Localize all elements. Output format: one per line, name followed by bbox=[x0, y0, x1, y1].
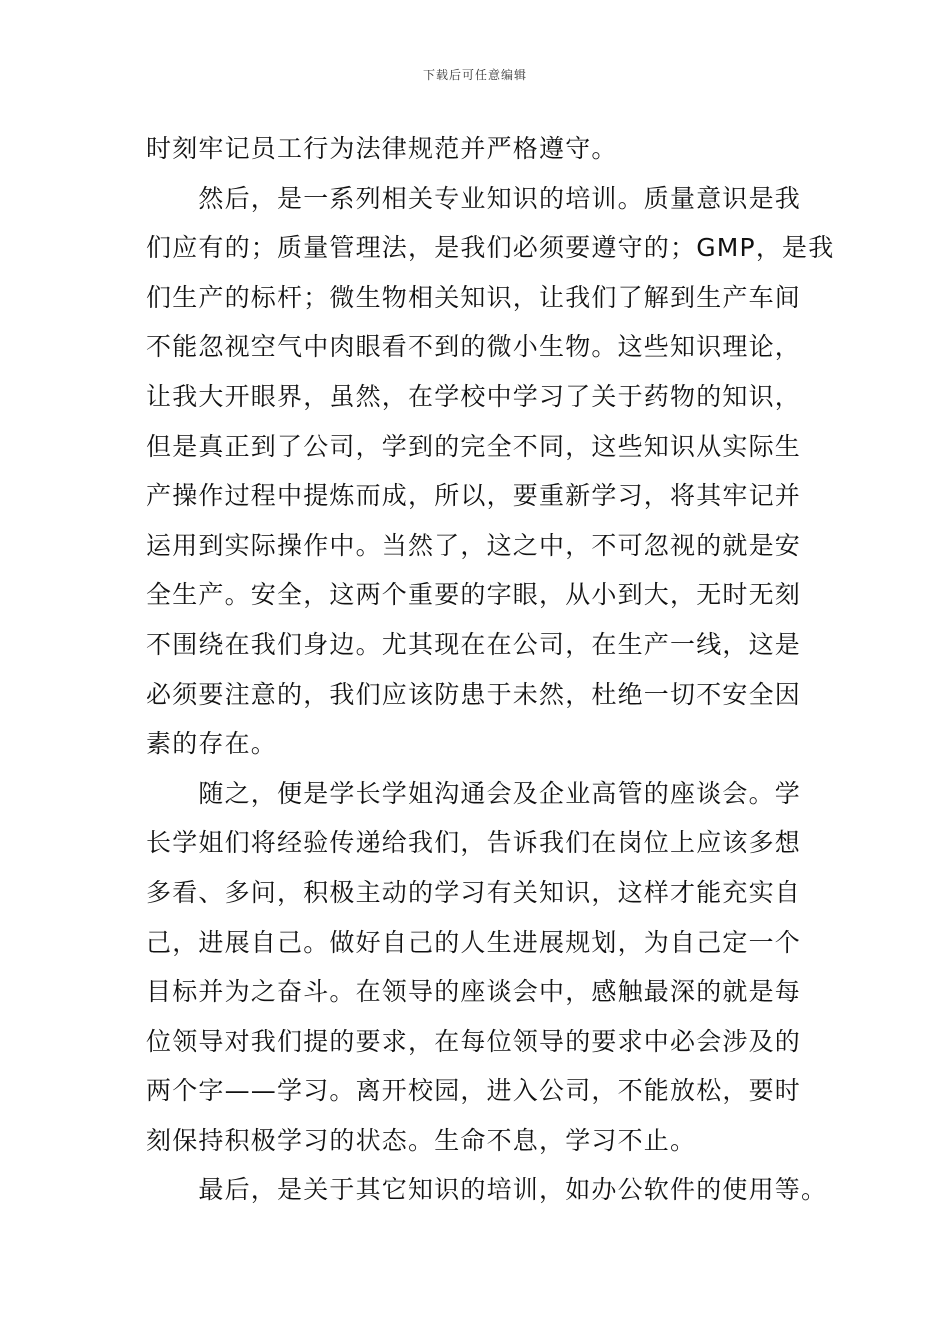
text-line: 位领导对我们提的要求，在每位领导的要求中必会涉及的 bbox=[146, 1026, 802, 1056]
text-line: 但是真正到了公司，学到的完全不同，这些知识从实际生 bbox=[146, 431, 802, 461]
text-line: 全生产。安全，这两个重要的字眼，从小到大，无时无刻 bbox=[146, 580, 802, 610]
text-line: 长学姐们将经验传递给我们，告诉我们在岗位上应该多想 bbox=[146, 828, 802, 858]
text-line: 刻保持积极学习的状态。生命不息，学习不止。 bbox=[146, 1125, 697, 1155]
page-header: 下载后可任意编辑 bbox=[422, 68, 527, 82]
text-line: 们生产的标杆；微生物相关知识，让我们了解到生产车间 bbox=[146, 282, 802, 312]
text-line: 多看、多问，积极主动的学习有关知识，这样才能充实自 bbox=[146, 877, 802, 907]
text-line: 们应有的；质量管理法，是我们必须要遵守的；GMP，是我 bbox=[146, 233, 835, 263]
text-line: 必须要注意的，我们应该防患于未然，杜绝一切不安全因 bbox=[146, 679, 802, 709]
text-line: 目标并为之奋斗。在领导的座谈会中，感触最深的就是每 bbox=[146, 977, 802, 1007]
text-line: 随之，便是学长学姐沟通会及企业高管的座谈会。学 bbox=[146, 778, 802, 808]
text-line: 己，进展自己。做好自己的人生进展规划，为自己定一个 bbox=[146, 927, 802, 957]
text-line: 运用到实际操作中。当然了，这之中，不可忽视的就是安 bbox=[146, 530, 802, 560]
text-line: 两个字——学习。离开校园，进入公司，不能放松，要时 bbox=[146, 1076, 802, 1106]
text-line: 素的存在。 bbox=[146, 729, 278, 759]
body-text bbox=[146, 124, 835, 1215]
text-line: 然后，是一系列相关专业知识的培训。质量意识是我 bbox=[146, 183, 802, 213]
text-line: 最后，是关于其它知识的培训，如办公软件的使用等。 bbox=[146, 1175, 828, 1205]
text-line: 产操作过程中提炼而成，所以，要重新学习，将其牢记并 bbox=[146, 481, 802, 511]
text-line: 让我大开眼界，虽然，在学校中学习了关于药物的知识， bbox=[146, 381, 802, 411]
text-line: 不能忽视空气中肉眼看不到的微小生物。这些知识理论， bbox=[146, 332, 802, 362]
text-line: 不围绕在我们身边。尤其现在在公司，在生产一线，这是 bbox=[146, 629, 802, 659]
text-line: 时刻牢记员工行为法律规范并严格遵守。 bbox=[146, 134, 618, 163]
